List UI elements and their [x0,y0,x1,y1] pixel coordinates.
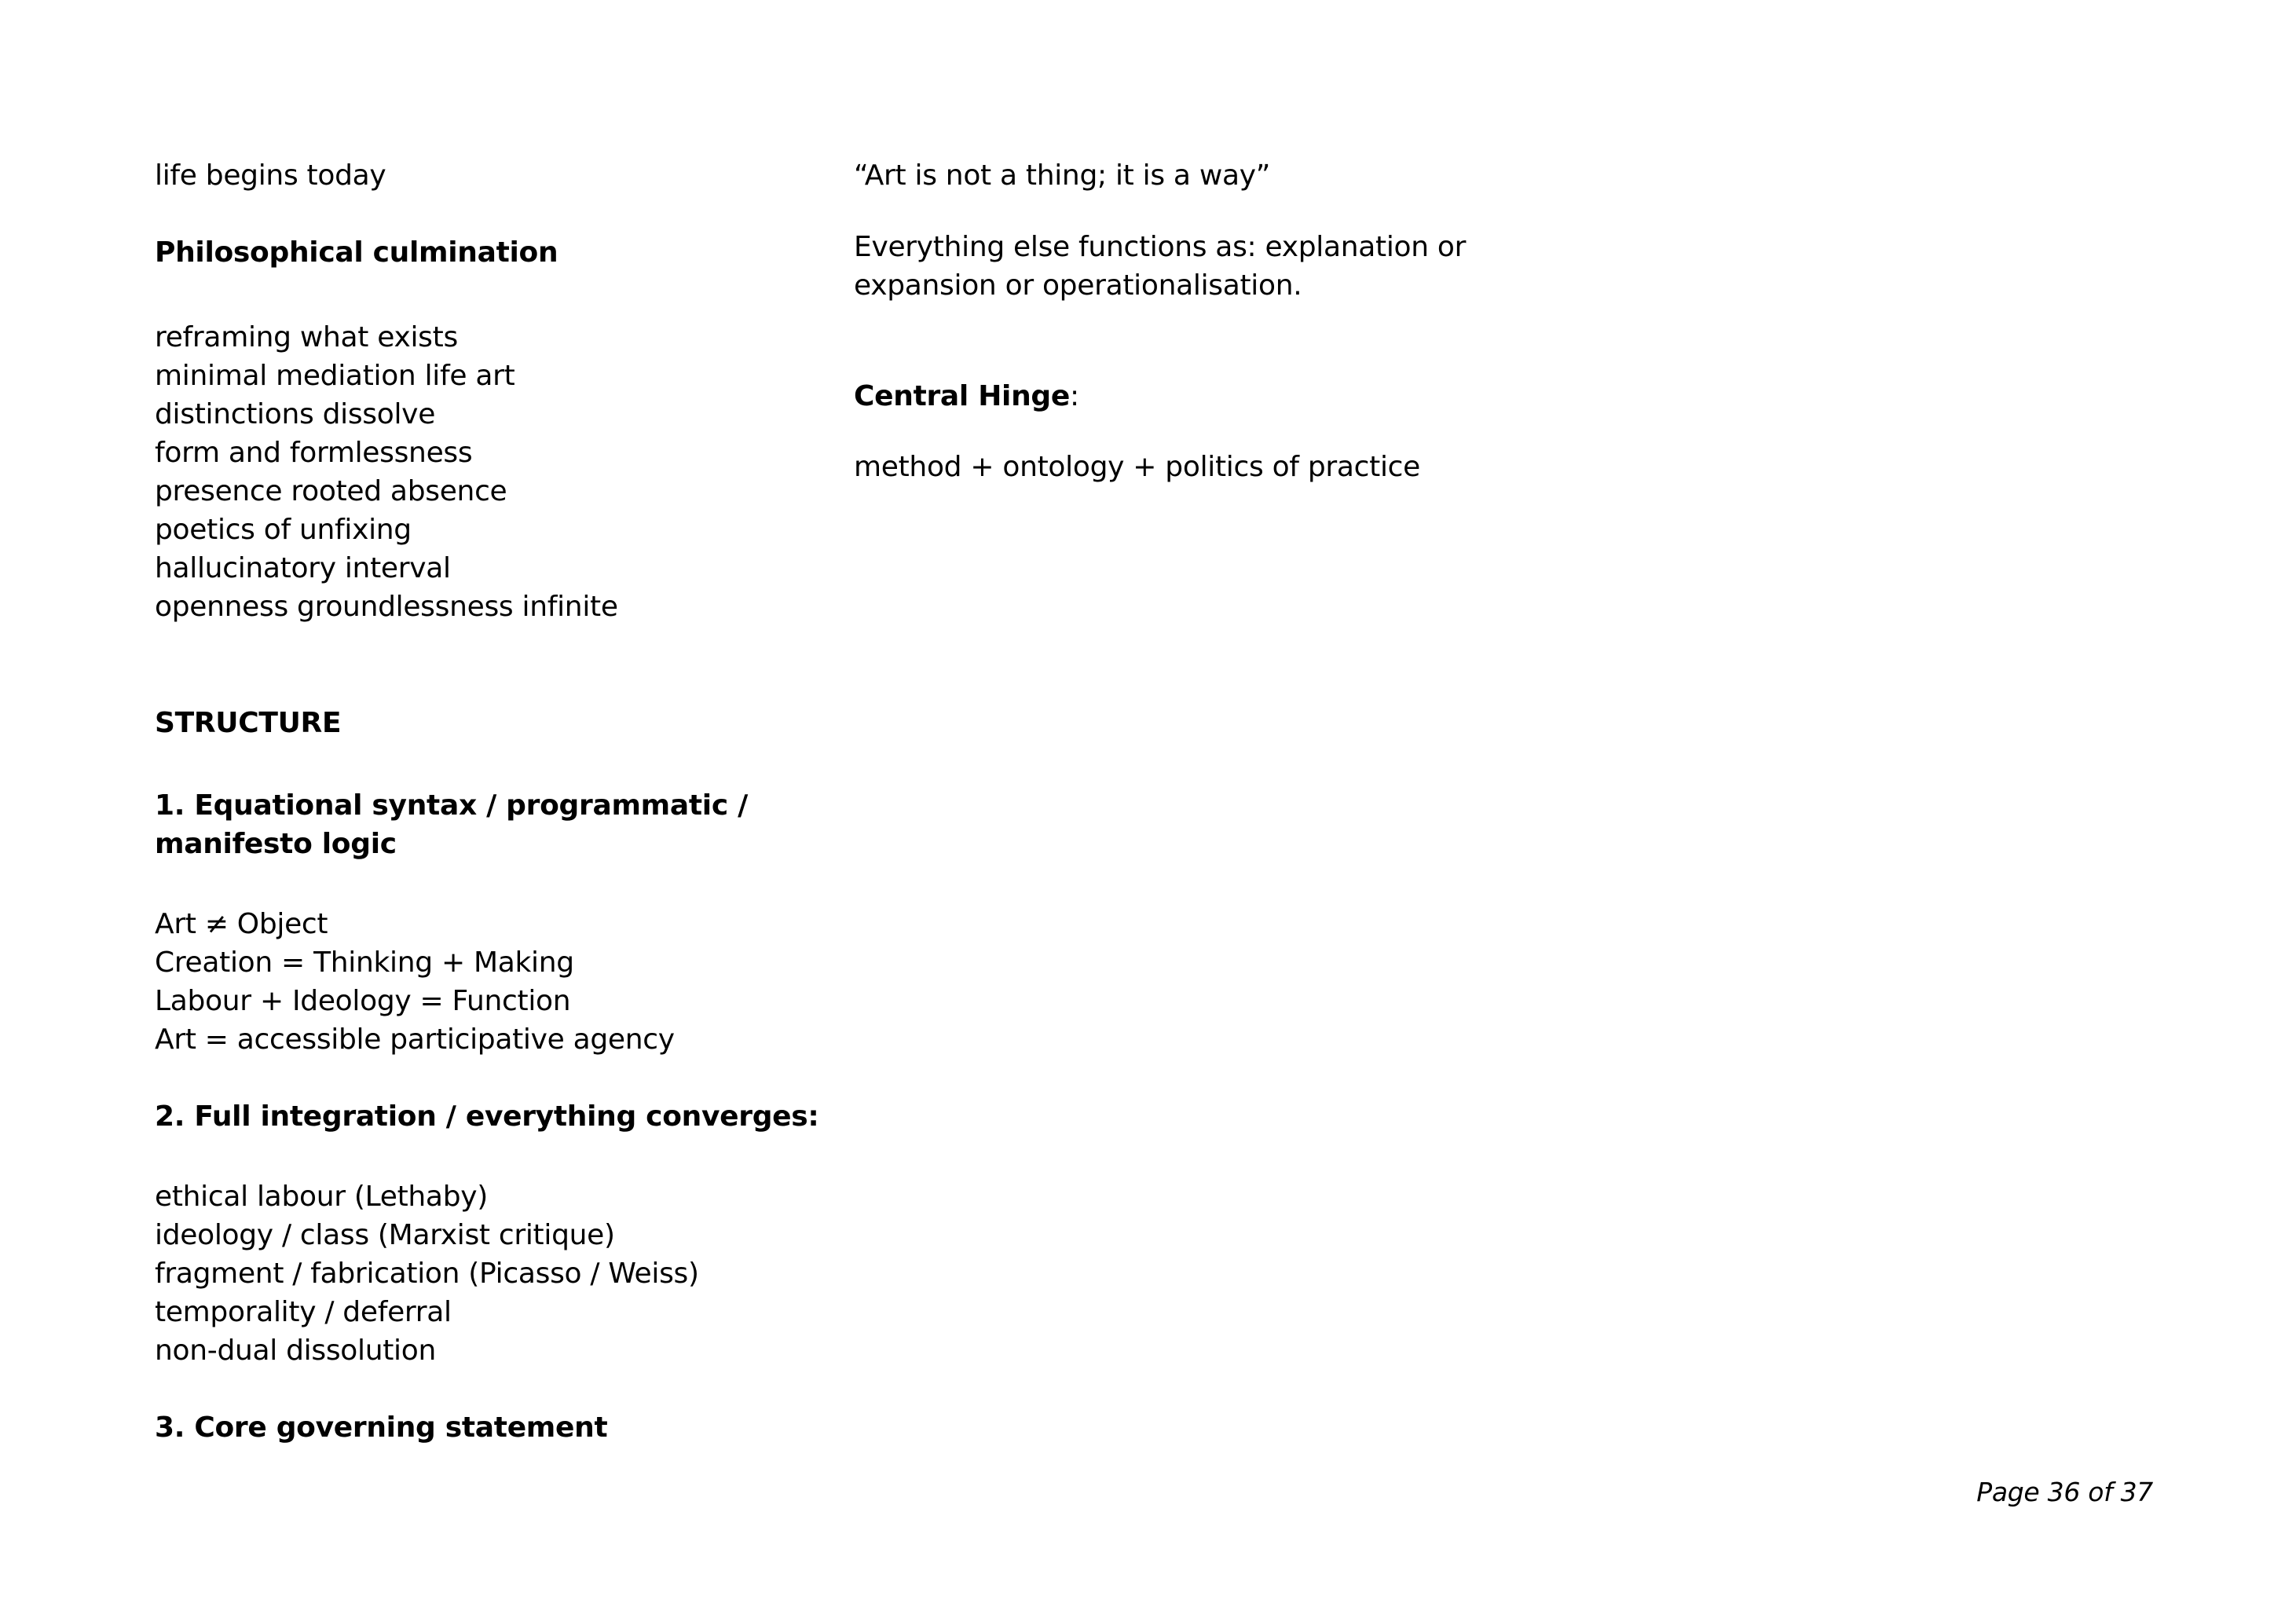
list-item: openness groundlessness infinite [155,591,618,623]
section2-list [155,1177,783,1370]
list-item: Creation = Thinking + Making [155,946,574,979]
list-item: temporality / deferral [155,1296,452,1328]
structure-heading: STRUCTURE [155,707,342,739]
philosophical-list [155,318,783,626]
list-item: form and formlessness [155,437,473,469]
section1-heading-line1: 1. Equational syntax / programmatic / [155,789,748,822]
list-item: fragment / fabrication (Picasso / Weiss) [155,1258,699,1290]
list-item: non-dual dissolution [155,1335,436,1367]
functions-line2: expansion or operationalisation. [854,269,1302,302]
section1-heading-line2: manifesto logic [155,828,397,860]
philosophical-heading: Philosophical culmination [155,236,558,269]
list-item: ideology / class (Marxist critique) [155,1219,615,1251]
functions-line1: Everything else functions as: explanation or [854,231,1467,263]
central-hinge-heading [854,377,1482,416]
central-hinge-colon: : [1069,380,1079,412]
list-item: distinctions dissolve [155,398,436,430]
list-item: Art ≠ Object [155,908,328,940]
central-hinge-label: Central Hinge [854,380,1070,412]
section3-heading: 3. Core governing statement [155,1411,608,1444]
list-item: Art = accessible participative agency [155,1023,675,1056]
list-item: poetics of unfixing [155,514,412,546]
list-item: hallucinatory interval [155,552,451,584]
list-item: Labour + Ideology = Function [155,985,571,1017]
list-item: presence rooted absence [155,475,507,507]
right-column [854,156,1482,486]
list-item: ethical labour (Lethaby) [155,1181,488,1213]
central-hinge-text: method + ontology + politics of practice [854,451,1420,483]
list-item: reframing what exists [155,321,458,353]
section1-list [155,905,783,1059]
section2-heading: 2. Full integration / everything converges: [155,1100,819,1133]
page-number: Page 36 of 37 [1976,1477,2153,1507]
quote-line: “Art is not a thing; it is a way” [854,159,1271,192]
intro-line: life begins today [155,159,386,192]
left-column [155,156,819,1447]
list-item: minimal mediation life art [155,360,515,392]
